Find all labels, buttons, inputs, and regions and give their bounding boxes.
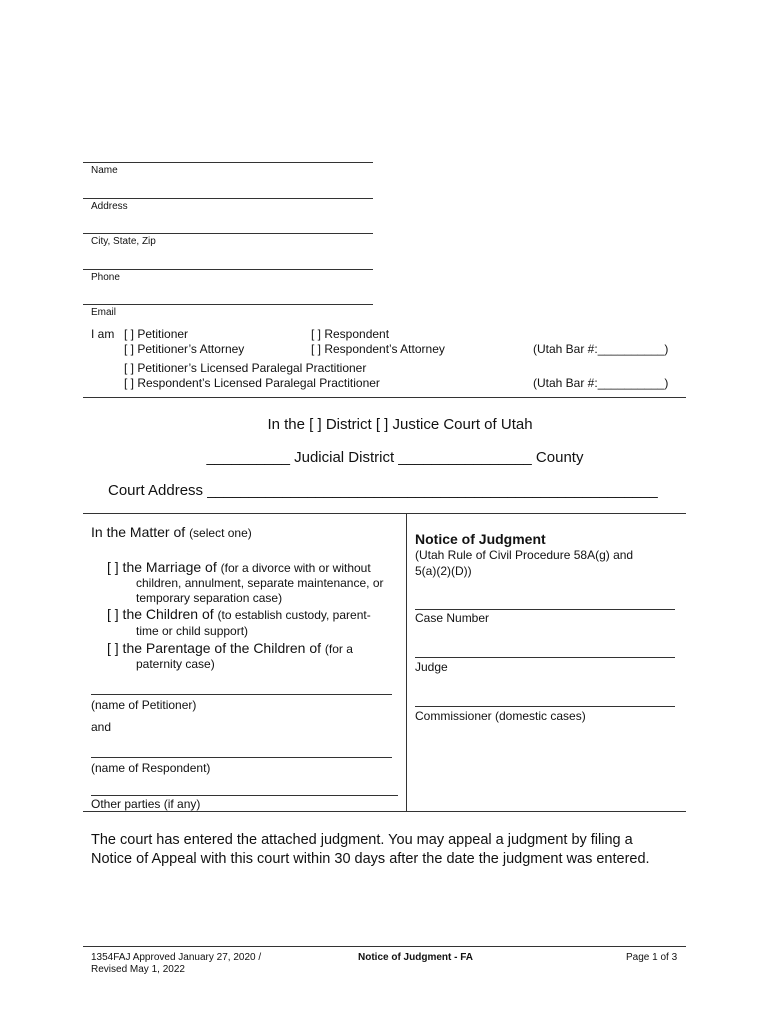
petitioner-checkbox[interactable]: [ ] Petitioner	[124, 327, 189, 341]
court-type-line[interactable]: In the [ ] District [ ] Justice Court of Utah	[267, 416, 533, 433]
matter-heading-note: (select one)	[189, 526, 252, 540]
footer-revised: Revised May 1, 2022	[91, 964, 185, 975]
respondent-checkbox[interactable]: [ ] Respondent	[311, 327, 390, 341]
footer-rule	[83, 946, 686, 947]
other-parties-label: Other parties (if any)	[91, 797, 201, 811]
petitioner-name-label: (name of Petitioner)	[91, 698, 197, 712]
phone-label: Phone	[91, 272, 120, 283]
utah-bar-number-2[interactable]: (Utah Bar #:__________)	[533, 376, 669, 390]
court-address-line[interactable]: Court Address ______________________________________________________	[108, 482, 658, 499]
footer-page: Page 1 of 3	[626, 952, 678, 963]
email-line[interactable]	[83, 304, 373, 305]
commissioner-line[interactable]	[415, 706, 675, 707]
address-line[interactable]	[83, 198, 373, 199]
option-children-note: (to establish custody, parent-	[217, 608, 371, 622]
caption-divider	[406, 514, 407, 811]
name-line[interactable]	[83, 162, 373, 163]
caption-top-border	[83, 513, 686, 514]
footer-form-info	[91, 952, 261, 976]
option-parentage-note: (for a	[324, 642, 353, 656]
city-line[interactable]	[83, 233, 373, 234]
option-children-label: [ ] the Children of	[107, 606, 214, 622]
section-divider	[83, 397, 686, 398]
option-children-line2: time or child support)	[136, 624, 249, 638]
petitioner-paralegal-checkbox[interactable]: [ ] Petitioner’s Licensed Paralegal Practitioner	[124, 361, 367, 375]
option-marriage-line3: temporary separation case)	[136, 591, 283, 605]
caption-bottom-border	[83, 811, 686, 812]
matter-heading	[91, 524, 252, 540]
notice-title: Notice of Judgment	[415, 531, 546, 547]
option-children[interactable]	[107, 606, 371, 622]
option-marriage-label: [ ] the Marriage of	[107, 559, 217, 575]
matter-heading-text: In the Matter of	[91, 524, 186, 540]
city-label: City, State, Zip	[91, 236, 156, 247]
district-county-line[interactable]: __________ Judicial District ________________ County	[206, 449, 584, 466]
respondent-attorney-checkbox[interactable]: [ ] Respondent’s Attorney	[311, 342, 445, 356]
option-parentage[interactable]	[107, 640, 353, 656]
option-parentage-label: [ ] the Parentage of the Children of	[107, 640, 322, 656]
email-label: Email	[91, 307, 117, 318]
utah-bar-number-1[interactable]: (Utah Bar #:__________)	[533, 342, 669, 356]
body-paragraph	[91, 831, 650, 869]
footer-form-number: 1354FAJ Approved January 27, 2020 /	[91, 952, 262, 963]
option-marriage-line2: children, annulment, separate maintenance, or	[136, 576, 384, 590]
notice-rule-line2: 5(a)(2)(D))	[415, 564, 472, 578]
notice-rule-line1: (Utah Rule of Civil Procedure 58A(g) and	[415, 548, 634, 562]
respondent-paralegal-checkbox[interactable]: [ ] Respondent’s Licensed Paralegal Practitioner	[124, 376, 380, 390]
case-number-line[interactable]	[415, 609, 675, 610]
petitioner-attorney-checkbox[interactable]: [ ] Petitioner’s Attorney	[124, 342, 245, 356]
footer-title: Notice of Judgment - FA	[358, 952, 473, 963]
body-line-1: The court has entered the attached judgment. You may appeal a judgment by filing a	[91, 832, 633, 848]
body-line-2: Notice of Appeal with this court within 30 days after the date the judgment was entered.	[91, 851, 650, 867]
option-marriage-note: (for a divorce with or without	[220, 561, 371, 575]
phone-line[interactable]	[83, 269, 373, 270]
option-parentage-line2: paternity case)	[136, 657, 215, 671]
option-marriage[interactable]	[107, 559, 371, 575]
case-number-label: Case Number	[415, 611, 490, 625]
petitioner-name-line[interactable]	[91, 694, 392, 695]
and-label: and	[91, 720, 112, 734]
judge-line[interactable]	[415, 657, 675, 658]
commissioner-label: Commissioner (domestic cases)	[415, 709, 586, 723]
address-label: Address	[91, 201, 128, 212]
judge-label: Judge	[415, 660, 448, 674]
respondent-name-label: (name of Respondent)	[91, 761, 211, 775]
name-label: Name	[91, 165, 118, 176]
respondent-name-line[interactable]	[91, 757, 392, 758]
other-parties-line[interactable]	[91, 795, 398, 796]
i-am-label: I am	[91, 327, 115, 341]
